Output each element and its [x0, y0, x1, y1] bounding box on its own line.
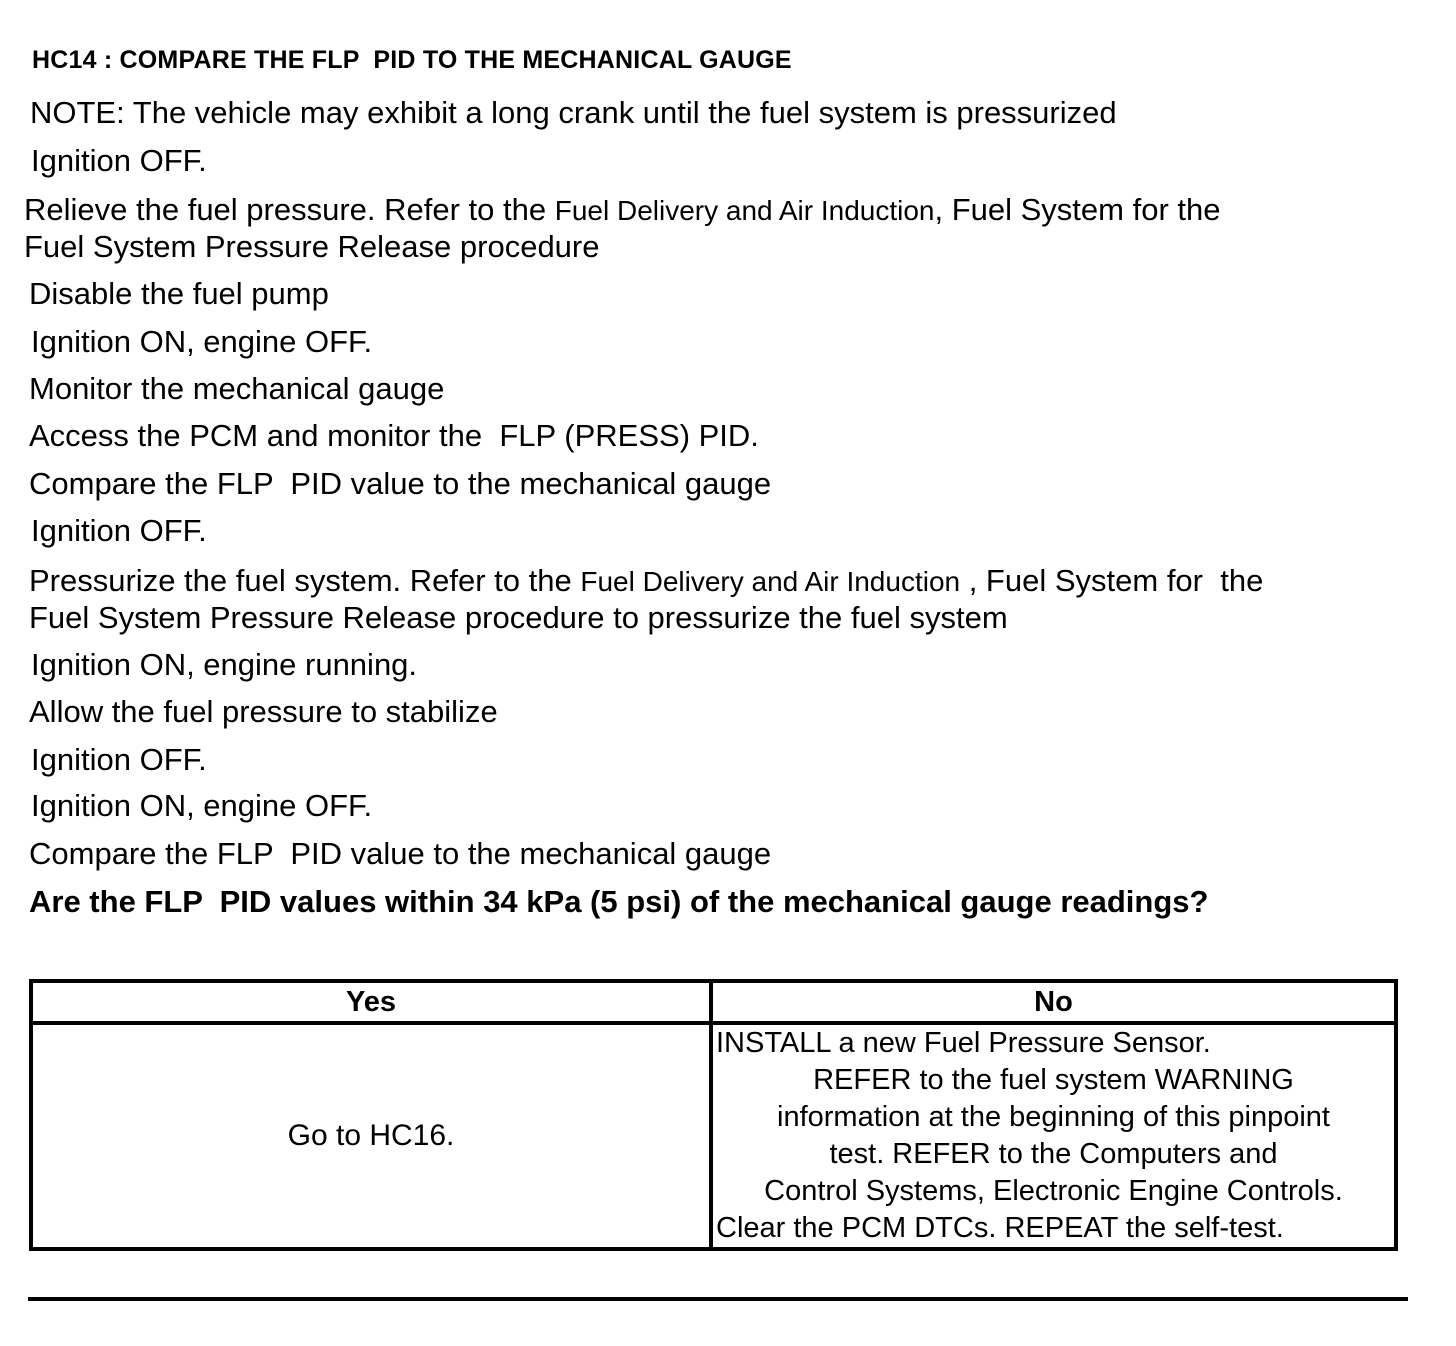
no-action	[711, 1023, 1396, 1249]
table-row	[31, 1023, 1396, 1249]
step-monitor-gauge: Monitor the mechanical gauge	[29, 371, 445, 406]
step-relieve-pressure-cont: Fuel System Pressure Release procedure	[24, 229, 600, 264]
step-ignition-on: Ignition ON, engine OFF.	[31, 788, 373, 823]
step-stabilize: Allow the fuel pressure to stabilize	[29, 694, 498, 729]
header-yes: Yes	[31, 981, 711, 1023]
step-note: NOTE: The vehicle may exhibit a long crank until the fuel system is pressurized	[30, 95, 1117, 130]
step-text: Relieve the fuel pressure. Refer to the	[24, 192, 555, 227]
no-action-line: Control Systems, Electronic Engine Controls.	[764, 1175, 1343, 1207]
bottom-divider	[28, 1297, 1408, 1301]
step-ignition-running: Ignition ON, engine running.	[31, 647, 418, 682]
step-pressurize	[29, 562, 1263, 600]
step-text: , Fuel System for the	[934, 192, 1221, 227]
no-action-line: REFER to the fuel system WARNING	[813, 1064, 1294, 1096]
result-table	[29, 979, 1398, 1251]
no-action-line: INSTALL a new Fuel Pressure Sensor.	[716, 1027, 1211, 1059]
page-title: HC14 : COMPARE THE FLP PID TO THE MECHANICAL GAUGE	[32, 46, 792, 74]
step-pressurize-cont: Fuel System Pressure Release procedure to pressurize the fuel system	[29, 600, 1008, 635]
step-ignition-off: Ignition OFF.	[31, 513, 207, 548]
step-disable-pump: Disable the fuel pump	[29, 276, 329, 311]
no-action-line: information at the beginning of this pinpoint	[777, 1101, 1330, 1133]
step-reference: Fuel Delivery and Air Induction	[554, 195, 935, 226]
table-header-row	[31, 981, 1396, 1023]
diagnostic-question: Are the FLP PID values within 34 kPa (5 psi) of the mechanical gauge readings?	[29, 884, 1209, 919]
yes-action: Go to HC16.	[31, 1023, 711, 1249]
step-ignition-off: Ignition OFF.	[31, 143, 207, 178]
header-no: No	[711, 981, 1396, 1023]
step-compare: Compare the FLP PID value to the mechanical gauge	[29, 836, 772, 871]
step-relieve-pressure	[24, 191, 1220, 229]
step-ignition-on: Ignition ON, engine OFF.	[31, 324, 373, 359]
no-action-line: Clear the PCM DTCs. REPEAT the self-test.	[716, 1212, 1284, 1244]
step-text: , Fuel System for the	[960, 563, 1264, 598]
no-action-line: test. REFER to the Computers and	[829, 1138, 1278, 1170]
step-ignition-off: Ignition OFF.	[31, 742, 207, 777]
step-reference: Fuel Delivery and Air Induction	[580, 566, 961, 597]
step-compare: Compare the FLP PID value to the mechanical gauge	[29, 466, 772, 501]
step-access-pcm: Access the PCM and monitor the FLP (PRESS) PID.	[29, 418, 759, 453]
step-text: Pressurize the fuel system. Refer to the	[29, 563, 581, 598]
